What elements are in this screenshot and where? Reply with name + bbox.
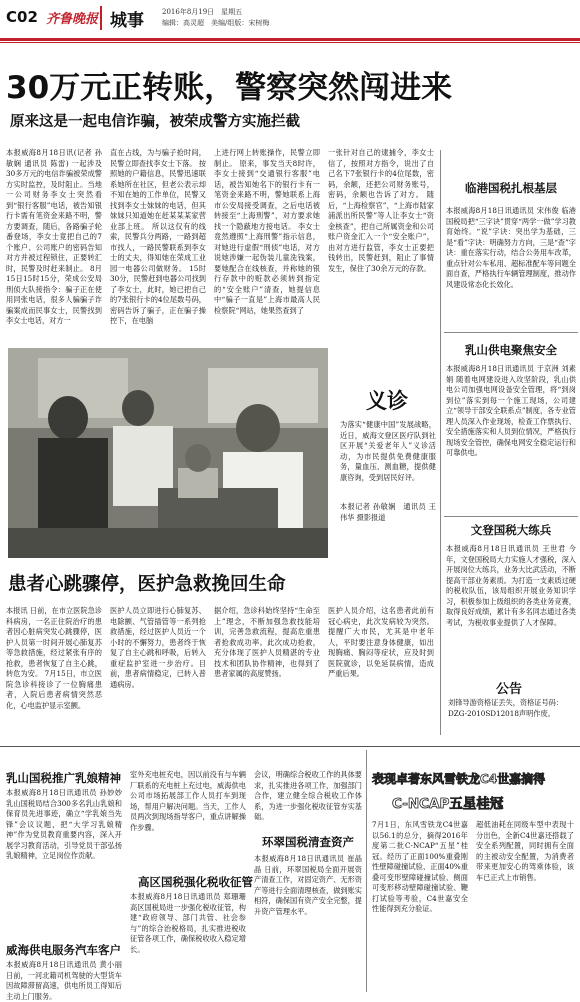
notice-body: 刘锋导游资格证丢失，资格证号码：DZG-2010SD12018声明作废。 [448,698,564,718]
lead-column-4: 一张针对自己的逮捕令，李女士信了，按照对方指令，说出了自己名下7张银行卡的4位尾数，密码，余额，还把公司财务账号，密码，余额也告诉了对方。 随后，“上海检察官”，“上海市陆家浦派出所民警”等人让李女士“资金核查”，把自己所属资金和公司账户资金汇入一个“安全账户”，由对方进行监管，李女士正要把钱转出，民警赶到，阻止了事情发生，保住了30余万元的存款。 [328,148,434,273]
b4-column: 会议，明确综合税收工作的具体要求，扎实推进各项工作，加强部门合作，建立健全综合税收工作体系，为进一步强化税收征管夯实基础。 [254,770,362,821]
sidebar3-title: 文登国税大练兵 [470,523,552,537]
photo-caption-title: 义诊 [366,389,408,413]
car-column-1: 7月1日，东风雪铁龙C4世嘉以56.1的总分，摘得2016年度第二批C-NCAP“五星”桂冠。经历了正面100%重叠刚性壁障碰撞试验、正面40%重叠可变形壁障碰撞试验、侧面可变形移动壁障碰撞试验、鞭打试验等考验，C4世嘉安全性能得到充分验证。 [372,820,468,913]
newspaper-name: 齐鲁晚报 [46,12,99,27]
b3-column: 室外充电桩充电，因以前没有与车辆厂联系的充电桩上充过电，威海供电公司市场拓展部工作人员打车到现场，帮用户解决问题。当天，工作人员两次到现场指导客户，重点讲解操作步骤。 [130,770,246,832]
heart-column-2: 医护人员立即进行心肺复苏、电除颤、气管插管等一系列抢救措施，经过医护人员近一个小时的不懈努力，患者终于恢复了自主心跳和呼吸，后转入重症监护室进一步治疗。目前，患者病情稳定，已转入普通病房。 [110,606,206,689]
sidebar1-title: 临港国税扎根基层 [465,181,557,195]
heart-column-3: 据介绍，急诊科始终坚持“生命至上”理念，不断加强急救技能培训，完善急救流程，提高危重患者抢救成功率。此次成功抢救，充分体现了医护人员精湛的专业技术和团队协作精神，也得到了患者家属的高度赞扬。 [214,606,320,678]
masthead-rule [0,38,580,41]
ad-rule [366,750,367,992]
heart-column-4: 医护人员介绍，这名患者此前有冠心病史，此次发病较为突然。提醒广大市民，尤其是中老年人，平时要注意身体健康，如出现胸痛、胸闷等症状，应及时到医院就诊，以免延误病情，造成严重后果。 [328,606,434,678]
notice-title: 公告 [495,682,522,697]
masthead-meta [162,7,269,29]
masthead-rule-thin [0,42,580,43]
car-headline-line1: 表现卓著东风雪铁龙C4世嘉摘得 [372,772,546,786]
sidebar-divider [444,332,578,333]
right-column-rule [440,150,441,735]
b1-body: 本报威海8月18日讯通讯员 孙妙妙 乳山国税局结合300多名乳山乳娘和保育员先进事迹，确立“学乳娘当先锋”会议议题，把“大学习乳娘精神”作为党员教育重要内容，深入开展学习教育活动，引导党员干部弘扬乳娘精神，立足岗位作贡献。 [6,788,122,860]
b2-body: 本报威海8月18日讯通讯员 黄小丽 日前，一河北籍司机驾驶的大型货车因故障滞留高速，供电所员工得知后主动上门服务。 [6,960,122,1001]
lead-subhead: 原来这是一起电信诈骗，被荣成警方实施拦截 [10,114,300,130]
heart-headline: 患者心跳骤停，医护急救挽回生命 [8,574,286,595]
sidebar2-body: 本报威海8月18日讯通讯员 于京洲 刘素娟 随着电网建设进入攻坚阶段，乳山供电公司加强电网设备安全管理，将“到岗到位”落实到每一个施工现场，公司建立“领导干部安全联系点”制度，各专业管理人员深入作业现场，检查工作票执行、安全措施落实和人员到位情况，严格执行现场安全管控，确保电网安全稳定运行和可靠供电。 [446,364,576,457]
masthead [0,0,580,40]
section-divider [0,746,580,747]
b3-body: 本报威海8月18日讯通讯员 郑珊珊 高区国税局进一步强化税收征管，构建“政府领导、部门共管、社会参与”的综合治税格局，扎实推进税收征管各项工作，确保税收收入稳定增长。 [130,892,246,954]
page-number: C02 [6,8,38,26]
car-headline-line2: C-NCAP五星桂冠 [392,796,504,812]
photo-illustration [8,348,328,558]
masthead-divider [100,6,102,30]
car-column-2: 超低油耗在同级车型中表现十分出色，全新C4世嘉还搭载了安全系列配置，同时拥有全面的主被动安全配置，为消费者带来更加安心的驾乘体验，该车已正式上市销售。 [476,820,574,882]
lead-column-3: 上进行网上转账操作，民警立即制止。 原来，事发当天8时许，李女士接到“交通银行客服”电话，被告知她名下的银行卡有一笔资金来路不明，警她联系上海市公安局接受调查，之后电话被转接至“上海刑警”，对方要求她找一个隐蔽地方接电话。 李女士竟然遵照“上海刑警”指示信息，对她进行虚假“刑侦”电话，对方说她涉嫌一起伪装儿童洗钱案，要她配合在线核查，并称她的银行存款中的赃款必须转到指定的“安全账户”清查，她提信息中“骗子一直是”上海市最高人民检察院“网站，她果然查到了 [214,148,320,315]
lead-column-1: 本报威海8月18日讯(记者 孙敏娴 通讯员 陈雷) 一起涉及30多万元的电信诈骗被荣成警方实时监控，及时阻止。当地一公司财务李女士突然看到“银行客服”电话，被告知银行卡需有笔资金来路不明，警方要调查，随后，各路骗子轮番登场，李女士竟把自己的7个账户、公司账户的密码告知对方并被过程锁住，正要转汇时，民警及时赶来制止。 8月15日15时15分，荣成公安局刑侦大队接指令：骗子正在使用同张电话，很多人骗骗子诈骗案成而民事女士，民警找到李女士电话，对方一 [6,148,102,325]
sidebar2-title: 乳山供电聚焦安全 [465,343,557,357]
sidebar-divider [444,516,578,517]
news-photo [8,348,328,558]
b1-title: 乳山国税推广乳娘精神 [6,771,121,785]
b2-title: 威海供电服务汽车客户 [6,943,121,957]
b4-title: 环翠国税清查资产 [262,835,354,849]
heart-column-1: 本报讯 日前，在市立医院急诊科病房，一名正住院治疗的患者因心脏病突发心跳骤停，医护人员第一时间开展心肺复苏等急救措施，经过紧张有序的抢救，患者恢复了自主心跳，转危为安。 7月15日，市立医院急诊科接诊了一位胸痛患者，入院后患者病情突然恶化，心电监护显示室颤。 [6,606,102,710]
photo-credit: 本报记者 孙敏娴 通讯员 王伟华 摄影报道 [340,502,436,522]
lead-column-2: 直在占线，为与骗子抢时间，民警立即查找李女士下落。 按照她的户籍信息，民警迅速联系她所在社区，但老公表示却不知在她的工作单位，民警又找到李女士妹妹的电话，但其妹妹只知道她在赶某某某家营业部上班。 所以这仅有的线索，民警兵分两路，一路到超市找人，一路民警联系到李女士的丈夫，得知她在荣成工业园一电器公司做财务。 15时30分，民警赶到电器公司找到了李女士，此时，她已把自己的7张银行卡的4位尾数号码，密码告诉了骗子，正在骗子操控下，在电脑 [110,148,206,325]
issue-date: 2016年8月19日 星期五 [162,8,243,16]
b3-title: 高区国税强化税收征管 [138,875,253,889]
editor-line: 编辑：高灵超 美编/组版：宋树梅 [162,19,270,27]
lead-headline: 30万元正转账，警察突然闯进来 [6,70,453,106]
sidebar1-body: 本报威海8月18日讯通讯员 宋伟俊 临港国税局把“三字诀”贯穿“两学一做”学习教育始终。“说”字诀：突出学为基础，三是“看”字诀：明确努力方向，三是“查”字诀：重在落实行动，结合公务用车改革，重点针对公车私用、超标准配车等问题全面自查，严格执行车辆管理制度，推动作风建设常态化长效化。 [446,206,576,289]
sidebar3-body: 本报威海8月18日讯通讯员 王世君 今年，文登国税局大力实施人才强税，深入开展岗位大练兵，业务大比武活动，不断提高干部业务素质。为打造一支素质过硬的税收队伍，该局组织开展业务知识学习，积极参加上级组织的各类业务竞赛，取得良好成绩，累计有多名同志通过各类考试，为税收事业提供了人才保障。 [446,544,576,627]
section-name: 城事 [110,11,144,31]
b4-body: 本报威海8月18日讯通讯员 崔晶晶 日前，环翠国税局全面开展资产清查工作，对固定资产、无形资产等进行全面清理核查，做到账实相符，确保国有资产安全完整，提升资产管理水平。 [254,854,362,916]
photo-caption-body: 为落实“健康中国”发展战略，近日，威海文登区医疗队到社区开展“关爱老年人”义诊活动，为市民提供免费健康服务，量血压、测血糖，提供健康咨询，受到居民好评。 [340,420,436,482]
